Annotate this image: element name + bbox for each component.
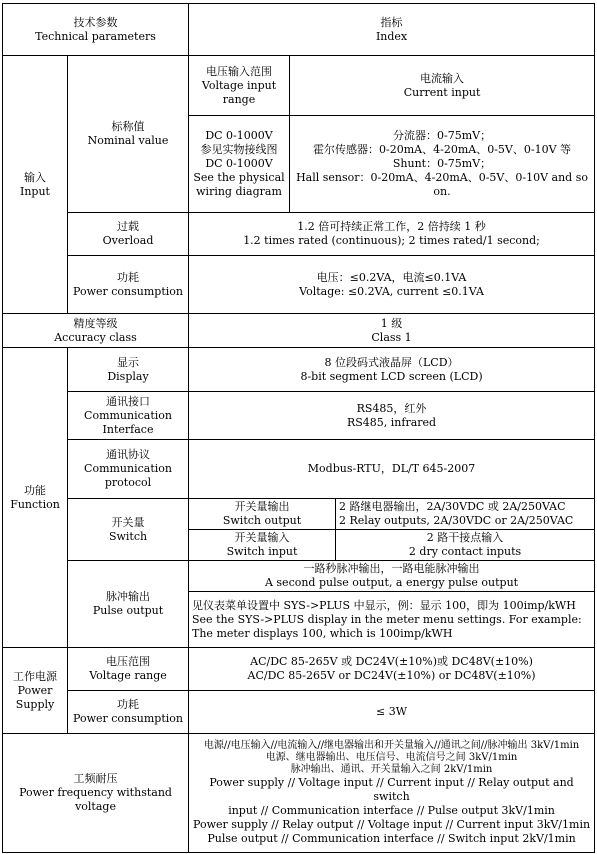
- comm-protocol-label: [68, 440, 189, 499]
- voltage-head-en-1: Voltage input: [201, 78, 277, 92]
- accuracy-label-cn: 精度等级: [73, 316, 118, 330]
- current-value-3: Shunt：0-75mV；: [392, 157, 492, 170]
- comm-interface-label-cn: 通讯接口: [106, 394, 150, 408]
- supply-voltage-value-en: AC/DC 85-265V or DC24V(±10%) or DC48V(±10%): [247, 669, 536, 682]
- withstand-label-en-1: Power frequency withstand: [19, 786, 172, 799]
- current-input-value: [290, 116, 595, 213]
- switch-output-label: [189, 499, 336, 530]
- accuracy-value: [189, 314, 595, 348]
- display-label: [68, 348, 189, 392]
- header-index-en: Index: [375, 29, 408, 43]
- switch-output-value-cn: 2 路继电器输出，2A/30VDC 或 2A/250VAC: [339, 500, 566, 513]
- overload-row: [3, 213, 595, 256]
- display-label-cn: 显示: [117, 355, 139, 369]
- withstand-value-en-3: Power supply // Relay output // Voltage input // Current input 3kV/1min: [193, 818, 591, 831]
- comm-protocol-label-en-1: Communication: [84, 462, 172, 475]
- pulse-label: [68, 561, 189, 648]
- supply-voltage-label-cn: 电压范围: [106, 655, 150, 668]
- switch-output-row: [3, 499, 595, 530]
- pulse-head-row: [3, 561, 595, 592]
- header-param-en: Technical parameters: [35, 29, 156, 43]
- input-power-label: [68, 256, 189, 314]
- function-group-label: [3, 348, 68, 648]
- comm-protocol-label-cn: 通讯协议: [106, 448, 150, 461]
- header-row: [3, 4, 595, 56]
- header-param: [3, 4, 189, 56]
- input-power-label-cn: 功耗: [117, 270, 139, 284]
- switch-output-label-cn: 开关量输出: [234, 500, 290, 513]
- display-label-en: Display: [107, 369, 149, 383]
- display-value-cn: 8 位段码式液晶屏（LCD）: [324, 355, 459, 369]
- comm-protocol-value-text: Modbus-RTU，DL/T 645-2007: [307, 462, 476, 475]
- display-row: [3, 348, 595, 392]
- input-power-label-en: Power consumption: [73, 284, 183, 298]
- switch-label-cn: 开关量: [111, 515, 145, 529]
- supply-voltage-value: [189, 648, 595, 691]
- withstand-value-en-4: Pulse output // Communication interface // Switch input 2kV/1min: [207, 832, 576, 845]
- current-head-en: Current input: [403, 85, 481, 99]
- pulse-detail-text: 见仪表菜单设置中 SYS->PLUS 中显示，例：显示 100，即为 100imp/kWH See the SYS->PLUS display in the meter menu settings. For example: The meter displays 100, which is 100imp/kWH: [192, 598, 582, 640]
- supply-consumption-label-en: Power consumption: [73, 712, 183, 725]
- pulse-head-value: [189, 561, 595, 592]
- current-value-4: Hall sensor：0-20mA、4-20mA、0-5V、0-10V and so on.: [296, 171, 588, 198]
- comm-protocol-row: [3, 440, 595, 499]
- comm-protocol-label-en-2: protocol: [104, 476, 152, 489]
- supply-consumption-value: [189, 691, 595, 734]
- input-power-row: [3, 256, 595, 314]
- header-index: [189, 4, 595, 56]
- accuracy-value-en: Class 1: [371, 330, 412, 344]
- pulse-head-en: A second pulse output, a energy pulse output: [264, 576, 519, 589]
- withstand-label-cn: 工频耐压: [73, 772, 118, 785]
- switch-input-value: [336, 530, 595, 561]
- input-power-value-en: Voltage: ≤0.2VA, current ≤0.1VA: [299, 284, 484, 298]
- nominal-label-cn: 标称值: [111, 120, 145, 133]
- function-label-cn: 功能: [24, 483, 46, 497]
- voltage-input-range-value: [189, 116, 290, 213]
- comm-interface-value-cn: RS485，红外: [356, 401, 427, 415]
- comm-interface-value: [189, 392, 595, 440]
- voltage-value-2: 参见实物接线图: [200, 143, 278, 156]
- switch-input-value-cn: 2 路干接点输入: [426, 531, 504, 544]
- comm-interface-value-en: RS485, infrared: [346, 415, 437, 429]
- display-value: [189, 348, 595, 392]
- voltage-head-en-2: range: [222, 92, 256, 106]
- withstand-row: [3, 734, 595, 853]
- supply-voltage-label-en: Voltage range: [89, 669, 167, 682]
- overload-label-en: Overload: [102, 234, 154, 247]
- input-label-cn: 输入: [24, 170, 46, 184]
- withstand-label: [3, 734, 189, 853]
- voltage-value-1: DC 0-1000V: [205, 129, 273, 142]
- comm-interface-row: [3, 392, 595, 440]
- nominal-label-en: Nominal value: [87, 134, 169, 147]
- withstand-value-en-1: Power supply // Voltage input // Current input // Relay output and switch: [209, 776, 574, 803]
- withstand-value-cn-2: 电源、继电器输出、电压信号、电流信号之间 3kV/1min: [265, 752, 518, 763]
- withstand-label-en-2: voltage: [75, 800, 116, 813]
- overload-label: [68, 213, 189, 256]
- switch-output-value-en: 2 Relay outputs, 2A/30VDC or 2A/250VAC: [339, 514, 574, 527]
- display-value-en: 8-bit segment LCD screen (LCD): [300, 369, 483, 383]
- current-input-head: [290, 56, 595, 116]
- nominal-head-row: [3, 56, 595, 116]
- voltage-value-5: wiring diagram: [196, 185, 282, 198]
- spec-table: [2, 3, 595, 853]
- switch-label: [68, 499, 189, 561]
- pulse-label-cn: 脉冲输出: [106, 590, 150, 603]
- overload-value-cn: 1.2 倍可持续正常工作，2 倍持续 1 秒: [297, 220, 486, 233]
- supply-consumption-row: [3, 691, 595, 734]
- current-value-1: 分流器：0-75mV；: [392, 129, 492, 142]
- comm-protocol-value: [189, 440, 595, 499]
- overload-value-en: 1.2 times rated (continuous); 2 times rated/1 second;: [243, 234, 540, 247]
- withstand-value-cn-1: 电源//电压输入//电流输入//继电器输出和开关量输入//通讯之间//脉冲输出 3kV/1min: [203, 740, 580, 751]
- input-power-value-cn: 电压：≤0.2VA，电流≤0.1VA: [316, 270, 467, 284]
- switch-input-label-cn: 开关量输入: [234, 531, 290, 544]
- input-power-value: [189, 256, 595, 314]
- input-label-en: Input: [20, 184, 50, 198]
- comm-interface-label: [68, 392, 189, 440]
- current-value-2: 霍尔传感器：0-20mA、4-20mA、0-5V、0-10V 等: [313, 143, 572, 156]
- withstand-value: [189, 734, 595, 853]
- voltage-value-4: See the physical: [193, 171, 285, 184]
- supply-consumption-label-cn: 功耗: [117, 698, 139, 711]
- supply-voltage-row: [3, 648, 595, 691]
- pulse-label-en: Pulse output: [92, 604, 164, 617]
- function-label-en: Function: [10, 497, 60, 511]
- switch-output-label-en: Switch output: [222, 514, 302, 527]
- comm-interface-label-en-2: Interface: [102, 422, 154, 436]
- accuracy-label-en: Accuracy class: [54, 330, 137, 344]
- current-head-cn: 电流输入: [420, 71, 465, 85]
- accuracy-row: [3, 314, 595, 348]
- power-supply-label-en-1: Power: [17, 683, 53, 697]
- supply-consumption-value-text: ≤ 3W: [376, 705, 408, 718]
- overload-label-cn: 过载: [117, 220, 139, 233]
- switch-label-en: Switch: [108, 529, 148, 543]
- pulse-detail-value: [189, 592, 595, 648]
- switch-input-label: [189, 530, 336, 561]
- overload-value: [189, 213, 595, 256]
- supply-consumption-label: [68, 691, 189, 734]
- switch-input-value-en: 2 dry contact inputs: [408, 545, 522, 558]
- switch-input-label-en: Switch input: [226, 545, 298, 558]
- pulse-head-cn: 一路秒脉冲输出，一路电能脉冲输出: [303, 562, 480, 575]
- withstand-value-en-2: input // Communication interface // Pulse output 3kV/1min: [228, 804, 555, 817]
- supply-voltage-value-cn: AC/DC 85-265V 或 DC24V(±10%)或 DC48V(±10%): [250, 655, 533, 668]
- voltage-head-cn: 电压输入范围: [206, 64, 273, 78]
- voltage-value-3: DC 0-1000V: [205, 157, 273, 170]
- comm-interface-label-en-1: Communication: [84, 408, 172, 422]
- switch-output-value: [336, 499, 595, 530]
- voltage-input-range-head: [189, 56, 290, 116]
- withstand-value-cn-3: 脉冲输出、通讯、开关量输入之间 2kV/1min: [290, 764, 493, 775]
- power-supply-label-cn: 工作电源: [13, 669, 57, 683]
- nominal-label: [68, 56, 189, 213]
- header-index-cn: 指标: [380, 15, 403, 29]
- power-supply-group-label: [3, 648, 68, 734]
- accuracy-label: [3, 314, 189, 348]
- accuracy-value-cn: 1 级: [380, 316, 403, 330]
- header-param-cn: 技术参数: [73, 15, 118, 29]
- power-supply-label-en-2: Supply: [15, 697, 55, 711]
- input-group-label: [3, 56, 68, 314]
- supply-voltage-label: [68, 648, 189, 691]
